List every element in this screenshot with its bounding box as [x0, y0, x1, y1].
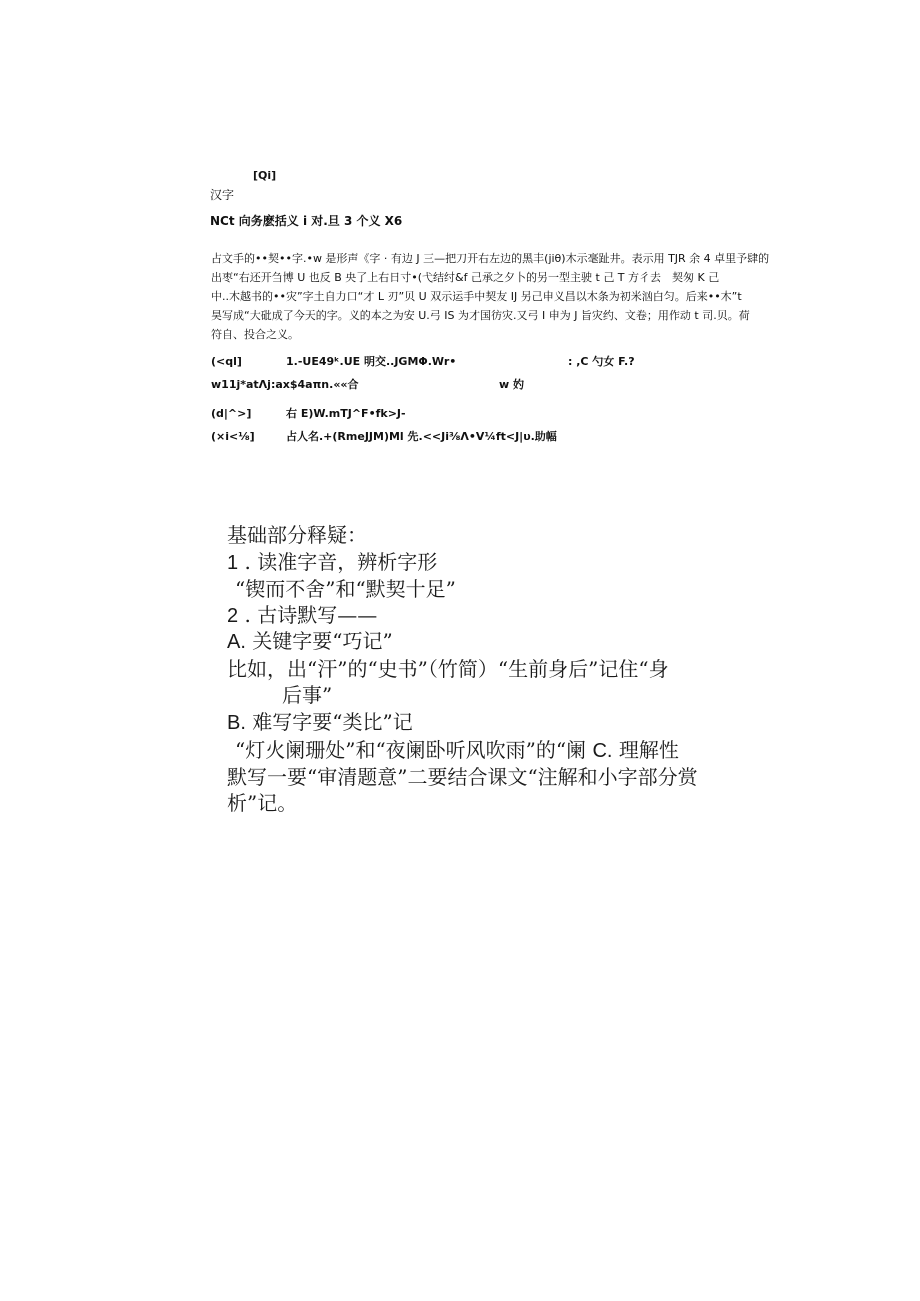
note-text: 关键字要“巧记” — [245, 629, 393, 653]
definition-key: (<ql] — [211, 355, 242, 368]
note-number: 1 — [227, 552, 239, 574]
note-example: 比如，出“汗”的“史书”（竹简）“生前身后”记住“身 — [227, 657, 669, 681]
note-text: . 古诗默写—— — [238, 603, 378, 627]
definition-value: w11j*atΛj:ax$4aπn.««合 — [211, 378, 359, 391]
paragraph-line: 符自、投合之义。 — [211, 328, 299, 341]
note-item-b — [227, 709, 413, 736]
note-letter: B. — [227, 712, 246, 734]
note-example: “灯火阑珊处”和“夜阑卧听风吹雨”的“阑 — [235, 738, 593, 762]
paragraph-line: 中..木越书的••灾”字土自力口“才 L 刃”贝 U 双示运手中契友 IJ 另己申义昌以木条为初米汹白匀。后来••木”t — [211, 290, 742, 303]
subject-label: 汉字 — [210, 188, 235, 202]
note-example: “锲而不舍”和“默契十足” — [235, 577, 456, 601]
notes-heading: 基础部分释疑： — [227, 523, 367, 547]
note-text: 默写一要“审清题意”二要结合课文“注解和小字部分赏 — [227, 765, 698, 789]
definition-value: 右 E)W.mTJ^F•fk>J- — [286, 407, 406, 420]
definition-value: 1.-UE49ᵏ.UE 明交..JGMΦ.Wr• — [286, 355, 457, 368]
note-example: 后事” — [282, 683, 333, 707]
note-letter: C. — [592, 740, 613, 762]
note-letter: A. — [227, 631, 246, 653]
explanation-paragraph — [211, 249, 791, 344]
definition-key: (×i<⅛] — [211, 430, 255, 443]
paragraph-line: 出枣“右还开刍博 U 也反 B 央了上右日寸•(弋结纣&f 己承之夕卜的另一型主驶 t 己 T 方彳去 契匆 K 己 — [211, 271, 720, 284]
paragraph-line: 昊写成“大砒成了今天的字。义的本之为安 U.弓 IS 为才国彷灾.又弓 I 申为 J 旨灾约、文卷；用作动 t 司.贝。荷 — [211, 309, 750, 322]
note-text: 析”记。 — [227, 791, 298, 815]
note-item-2 — [227, 602, 377, 629]
note-item-a — [227, 628, 393, 655]
definition-key: (d|^>] — [211, 407, 252, 420]
subtitle: NCt 向务麽括义 i 对.旦 3 个义 X6 — [210, 214, 403, 228]
note-text: 理解性 — [612, 738, 679, 762]
paragraph-line: 占文手的••契••字.•w 是形声《字 · 有边 J 三—把刀开右左边的黑丰(jiθ)木示毫趾井。表示用 TJR 余 4 卓里予肆的 — [211, 252, 770, 265]
note-text: 难写字要“类比”记 — [245, 710, 413, 734]
note-text: . 读准字音，辨析字形 — [238, 550, 438, 574]
definition-tail: : ,C 勺女 F.? — [568, 355, 635, 368]
definition-value: 占人名.+(RmeJJM)Ml 先.<<Ji⅜Λ•V¼ft<J|υ.助幅 — [286, 430, 557, 443]
note-item-c-line — [235, 737, 679, 764]
definition-tail: w 妁 — [499, 378, 524, 391]
note-number: 2 — [227, 605, 239, 627]
note-item-1 — [227, 549, 437, 576]
section-tag: [Qi] — [253, 169, 277, 182]
